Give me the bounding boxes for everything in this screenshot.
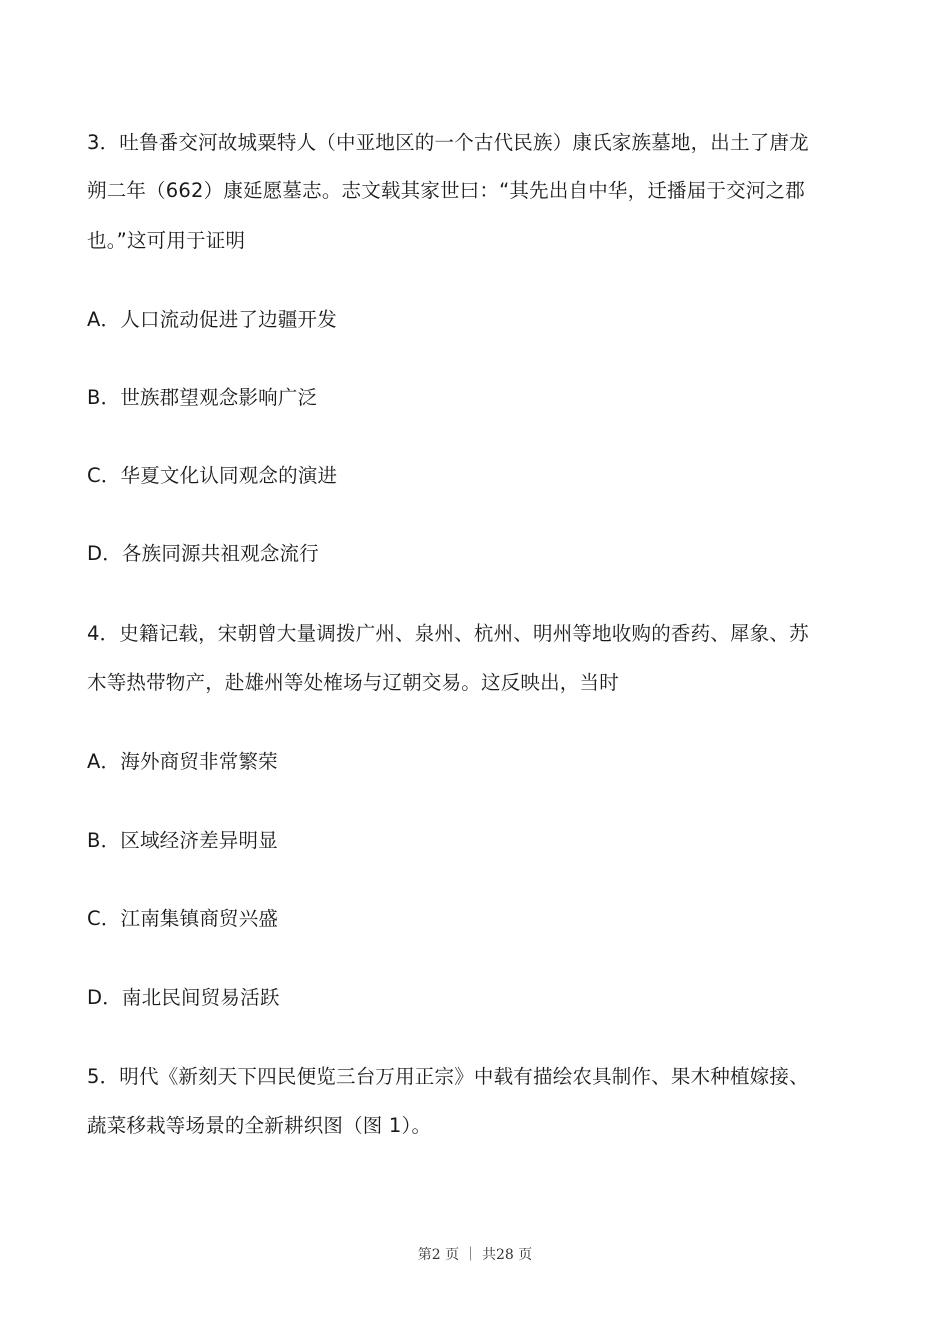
q3-stem-line-1: 3．吐鲁番交河故城粟特人（中亚地区的一个古代民族）康氏家族墓地，出土了唐龙 xyxy=(87,131,809,154)
q3-option-c: C．华夏文化认同观念的演进 xyxy=(87,464,338,487)
q3-option-d: D．各族同源共祖观念流行 xyxy=(87,542,319,565)
q5-stem-line-1: 5．明代《新刻天下四民便览三台万用正宗》中载有描绘农具制作、果木种植嫁接、 xyxy=(87,1065,809,1088)
q4-option-a: A．海外商贸非常繁荣 xyxy=(87,750,278,773)
q5-stem-line-2: 蔬菜移栽等场景的全新耕织图（图 1）。 xyxy=(87,1114,432,1137)
q3-option-a: A．人口流动促进了边疆开发 xyxy=(87,308,337,331)
q4-option-c: C．江南集镇商贸兴盛 xyxy=(87,907,279,930)
q4-option-d: D．南北民间贸易活跃 xyxy=(87,986,280,1009)
q3-option-b: B．世族郡望观念影响广泛 xyxy=(87,386,318,409)
q4-option-b: B．区域经济差异明显 xyxy=(87,829,278,852)
q3-stem-line-2: 朔二年（662）康延愿墓志。志文载其家世曰：“其先出自中华，迁播届于交河之郡 xyxy=(87,179,805,202)
q3-stem-line-3: 也。”这可用于证明 xyxy=(87,229,246,252)
q4-stem-line-2: 木等热带物产，赴雄州等处榷场与辽朝交易。这反映出，当时 xyxy=(87,671,619,694)
q4-stem-line-1: 4．史籍记载，宋朝曾大量调拨广州、泉州、杭州、明州等地收购的香药、犀象、苏 xyxy=(87,622,809,645)
page-footer: 第2 页 ｜ 共28 页 xyxy=(417,1247,533,1263)
